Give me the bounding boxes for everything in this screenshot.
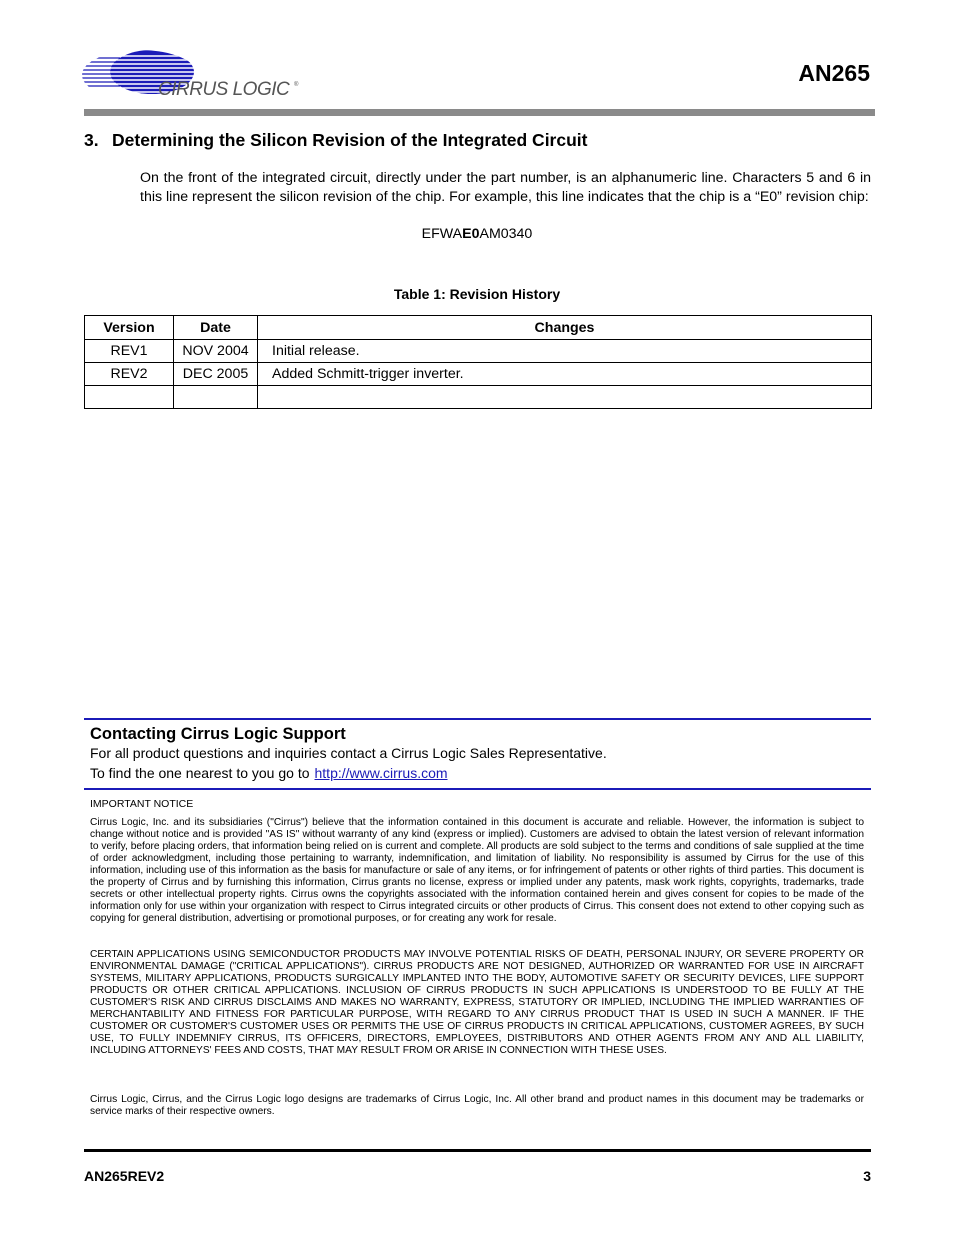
header-changes: Changes	[258, 316, 872, 340]
example-code-line	[0, 226, 954, 242]
cell-changes: Initial release.	[258, 340, 872, 363]
logo-trademark: ®	[294, 82, 299, 88]
section-number: 3.	[84, 130, 99, 150]
table-row	[85, 386, 872, 409]
cell-date: NOV 2004	[174, 340, 258, 363]
document-id: AN265	[798, 60, 870, 86]
section-paragraph: On the front of the integrated circuit, directly under the part number, is an alphanumeric line. Characters 5 and 6 in this line represent the silicon revision of the chip. For example, this line indicates that the chip is a “E0” revision chip:	[140, 170, 871, 205]
support-bottom-rule	[84, 788, 871, 790]
cell-version: REV1	[85, 340, 174, 363]
notice-paragraph: Cirrus Logic, Cirrus, and the Cirrus Logic logo designs are trademarks of Cirrus Logic, Inc. All other brand and product names in this document may be trademarks or service marks of their respective owners.	[90, 1094, 864, 1117]
table-row	[85, 363, 872, 386]
notice-heading: IMPORTANT NOTICE	[90, 798, 194, 810]
notice-paragraph: CERTAIN APPLICATIONS USING SEMICONDUCTOR PRODUCTS MAY INVOLVE POTENTIAL RISKS OF DEATH, PERSONAL INJURY, OR SEVERE PROPERTY OR ENVIRONMENTAL DAMAGE ("CRITICAL APPLICATIONS"). CIRRUS PRODUCTS ARE NOT DESIGNED, AUTHORIZED OR WARRANTED FOR USE IN AIRCRAFT SYSTEMS, MILITARY APPLICATIONS, PRODUCTS SURGICALLY IMPLANTED INTO THE BODY, AUTOMOTIVE SAFETY OR SECURITY DEVICES, LIFE SUPPORT PRODUCTS OR OTHER CRITICAL APPLICATIONS. INCLUSION OF CIRRUS PRODUCTS IN SUCH APPLICATIONS IS UNDERSTOOD TO BE FULLY AT THE CUSTOMER'S RISK AND CIRRUS DISCLAIMS AND MAKES NO WARRANTY, EXPRESS, STATUTORY OR IMPLIED, INCLUDING THE IMPLIED WARRANTIES OF MERCHANTABILITY AND FITNESS FOR PARTICULAR PURPOSE, WITH REGARD TO ANY CIRRUS PRODUCT THAT IS USED IN SUCH A MANNER. IF THE CUSTOMER OR CUSTOMER'S CUSTOMER USES OR PERMITS THE USE OF CIRRUS PRODUCTS IN CRITICAL APPLICATIONS, CUSTOMER AGREES, BY SUCH USE, TO FULLY INDEMNIFY CIRRUS, ITS OFFICERS, DIRECTORS, EMPLOYEES, DISTRIBUTORS AND OTHER AGENTS FROM ANY AND ALL LIABILITY, INCLUDING ATTORNEYS' FEES AND COSTS, THAT MAY RESULT FROM OR ARISE IN CONNECTION WITH THESE USES.	[90, 949, 864, 1056]
footer-rule	[84, 1149, 871, 1152]
cirrus-logic-logo	[80, 48, 310, 102]
support-link-prefix: To find the one nearest to you go to	[90, 765, 310, 781]
support-top-rule	[84, 718, 871, 720]
cell-version	[85, 386, 174, 409]
revision-history-table	[84, 315, 872, 409]
section-title: Determining the Silicon Revision of the Integrated Circuit	[112, 130, 588, 150]
header-version: Version	[85, 316, 174, 340]
code-revision-characters: E0	[462, 226, 480, 242]
notice-paragraph: Cirrus Logic, Inc. and its subsidiaries ("Cirrus") believe that the information contained in this document is accurate and reliable. However, the information is subject to change without notice and is provided "AS IS" without warranty of any kind (express or implied). Customers are advised to obtain the latest version of relevant information to verify, before placing orders, that information being relied on is current and complete. All products are sold subject to the terms and conditions of sale supplied at the time of order acknowledgment, including those pertaining to warranty, indemnification, and limitation of liability. No responsibility is assumed by Cirrus for the use of this information, including use of this information as the basis for manufacture or sale of any items, or for infringement of patents or other rights of third parties. This document is the property of Cirrus and by furnishing this information, Cirrus grants no license, express or implied under any patents, mask work rights, copyrights, trademarks, trade secrets or other intellectual property rights. Cirrus owns the copyrights associated with the information contained herein and gives consent for copies to be made of the information only for use within your organization with respect to Cirrus integrated circuits or other products of Cirrus. This consent does not extend to other copying such as copying for general distribution, advertising or promotional purposes, or for creating any work for resale.	[90, 817, 864, 924]
support-link-line	[90, 765, 448, 781]
cell-changes	[258, 386, 872, 409]
code-suffix: AM0340	[479, 226, 533, 242]
header-date: Date	[174, 316, 258, 340]
support-text: For all product questions and inquiries contact a Cirrus Logic Sales Representative.	[90, 745, 607, 761]
cell-date	[174, 386, 258, 409]
header-divider-bar	[84, 109, 875, 116]
cirrus-website-link[interactable]: http://www.cirrus.com	[314, 765, 448, 781]
cell-date: DEC 2005	[174, 363, 258, 386]
cell-version: REV2	[85, 363, 174, 386]
table-header-row	[85, 316, 872, 340]
cell-changes: Added Schmitt-trigger inverter.	[258, 363, 872, 386]
logo-wordmark: CIRRUS LOGIC	[158, 79, 290, 100]
table-row	[85, 340, 872, 363]
support-title: Contacting Cirrus Logic Support	[90, 725, 346, 743]
table-caption: Table 1: Revision History	[393, 286, 561, 302]
page-number: 3	[863, 1168, 871, 1184]
cirrus-logo-graphic	[80, 48, 310, 102]
code-prefix: EFWA	[421, 226, 463, 242]
section-heading	[84, 130, 587, 151]
footer-doc-revision: AN265REV2	[84, 1168, 165, 1184]
